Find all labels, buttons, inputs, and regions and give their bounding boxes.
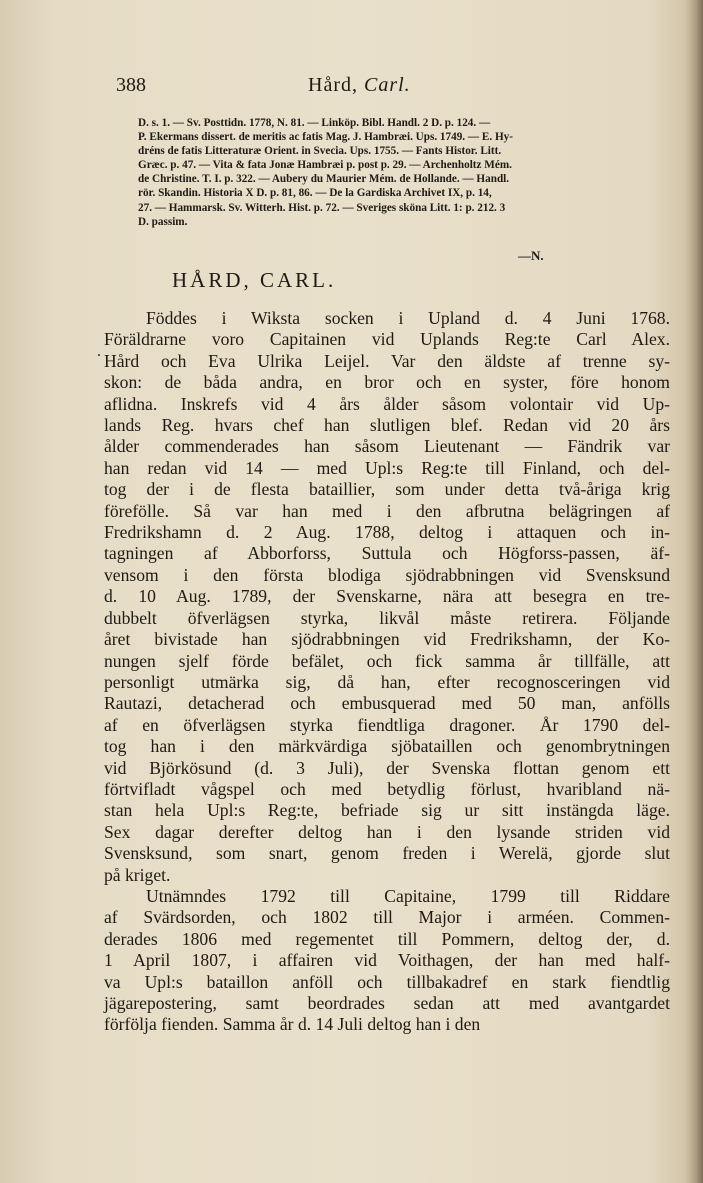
author-signature: —N. xyxy=(518,248,544,263)
entry-title: HÅRD, CARL. xyxy=(172,268,337,292)
running-head-given: Carl. xyxy=(363,74,411,96)
note-line: P. Ekermans dissert. de meritis ac fatis Mag. J. Hambræi. Ups. 1749. — E. Hy- xyxy=(138,131,513,144)
text-line: skon: de båda andra, en bror och en syster, före honom xyxy=(104,372,670,393)
page-fold-shadow xyxy=(685,0,703,1183)
text-line: vid Björkösund (d. 3 Juli), der Svenska flottan genom ett xyxy=(104,757,670,778)
text-line: 1 April 1807, i affairen vid Voithagen, der han med half- xyxy=(104,950,670,971)
text-line: lands Reg. hvars chef han slutligen blef. Redan vid 20 års xyxy=(104,415,670,436)
text-line: Hård och Eva Ulrika Leijel. Var den äldste af trenne sy- xyxy=(104,350,670,371)
note-line: D. s. 1. — Sv. Posttidn. 1778, N. 81. — Linköp. Bibl. Handl. 2 D. p. 124. — xyxy=(138,117,491,129)
text-line: Föräldrarne voro Capitainen vid Uplands Reg:te Carl Alex. xyxy=(104,329,670,350)
text-line: af Svärdsorden, och 1802 till Major i arméen. Commen- xyxy=(104,907,670,928)
text-line: ålder commenderades han såsom Lieutenant — Fändrik var xyxy=(104,436,670,457)
text-line: Utnämndes 1792 till Capitaine, 1799 till Riddare xyxy=(146,885,670,906)
text-line: Fredrikshamn d. 2 Aug. 1788, deltog i attaquen och in- xyxy=(104,522,670,543)
note-line: 27. — Hammarsk. Sv. Witterh. Hist. p. 72. — Sveriges sköna Litt. 1: p. 212. 3 xyxy=(138,201,506,214)
text-line: derades 1806 med regementet till Pommern, deltog der, d. xyxy=(104,928,670,949)
margin-marker: . xyxy=(97,343,101,360)
text-line: året bivistade han sjödrabbningen vid Fredrikshamn, der Ko- xyxy=(104,629,670,650)
text-line: Sex dagar derefter deltog han i den lysande striden vid xyxy=(104,821,670,842)
note-line: dréns de fatis Litteraturæ Orient. in Svecia. Ups. 1755. — Fants Histor. Litt. xyxy=(138,145,502,158)
text-line: aflidna. Inskrefs vid 4 års ålder såsom volontair vid Up- xyxy=(104,393,670,414)
text-line: förtvifladt vågspel och med betydlig förlust, hvaribland nä- xyxy=(104,778,670,799)
text-line: Rautazi, detacherad och embusquerad med 50 man, anfölls xyxy=(104,693,670,714)
reference-notes xyxy=(138,116,670,229)
text-line: Svensksund, som snart, genom freden i Werelä, gjorde slut xyxy=(104,843,670,864)
note-line: Græc. p. 47. — Vita & fata Jonæ Hambræi p. post p. 29. — Archenholtz Mém. xyxy=(138,159,512,172)
text-line: tagningen af Abborforss, Suttula och Högforss-passen, äf- xyxy=(104,543,670,564)
text-line: tog han i den märkvärdiga sjöbataillen och genombrytningen xyxy=(104,736,670,757)
text-line: nungen sjelf förde befälet, och fick samma år tillfälle, att xyxy=(104,650,670,671)
text-line: personligt utmärka sig, då han, efter recognosceringen vid xyxy=(104,671,670,692)
text-line: han redan vid 14 — med Upl:s Reg:te till Finland, och del- xyxy=(104,457,670,478)
note-line: D. passim. xyxy=(138,215,188,228)
running-head xyxy=(308,74,411,97)
running-head-name: Hård, xyxy=(308,74,358,96)
text-line: af en öfverlägsen styrka fiendtliga dragoner. År 1790 del- xyxy=(104,714,670,735)
text-line: dubbelt öfverlägsen styrka, likvål måste retirera. Följande xyxy=(104,607,670,628)
text-line: stan hela Upl:s Reg:te, befriade sig ur sitt instängda läge. xyxy=(104,800,670,821)
text-line: d. 10 Aug. 1789, der Svenskarne, nära att besegra en tre- xyxy=(104,586,670,607)
text-line: förefölle. Så var han med i den afbrutna belägringen af xyxy=(104,500,670,521)
text-line: Föddes i Wiksta socken i Upland d. 4 Juni 1768. xyxy=(146,308,670,328)
text-line: förfölja fienden. Samma år d. 14 Juli deltog han i den xyxy=(104,1014,481,1035)
page-header xyxy=(116,74,666,104)
text-line: på kriget. xyxy=(104,864,171,885)
note-line: rör. Skandin. Historia X D. p. 81, 86. — De la Gardiska Archivet IX, p. 14, xyxy=(138,187,492,200)
text-line: va Upl:s bataillon anföll och tillbakadref en stark fiendtlig xyxy=(104,971,670,992)
text-line: vensom i den första blodiga sjödrabbningen vid Svensksund xyxy=(104,564,670,585)
biography-text xyxy=(104,308,670,1036)
text-line: jägarepostering, samt beordrades sedan att med avantgardet xyxy=(104,993,670,1013)
note-line: de Christine. T. I. p. 322. — Aubery du Maurier Mém. de Hollande. — Handl. xyxy=(138,173,510,186)
text-line: tog der i de flesta bataillier, som under detta två-åriga krig xyxy=(104,479,670,500)
page-number: 388 xyxy=(116,74,146,96)
